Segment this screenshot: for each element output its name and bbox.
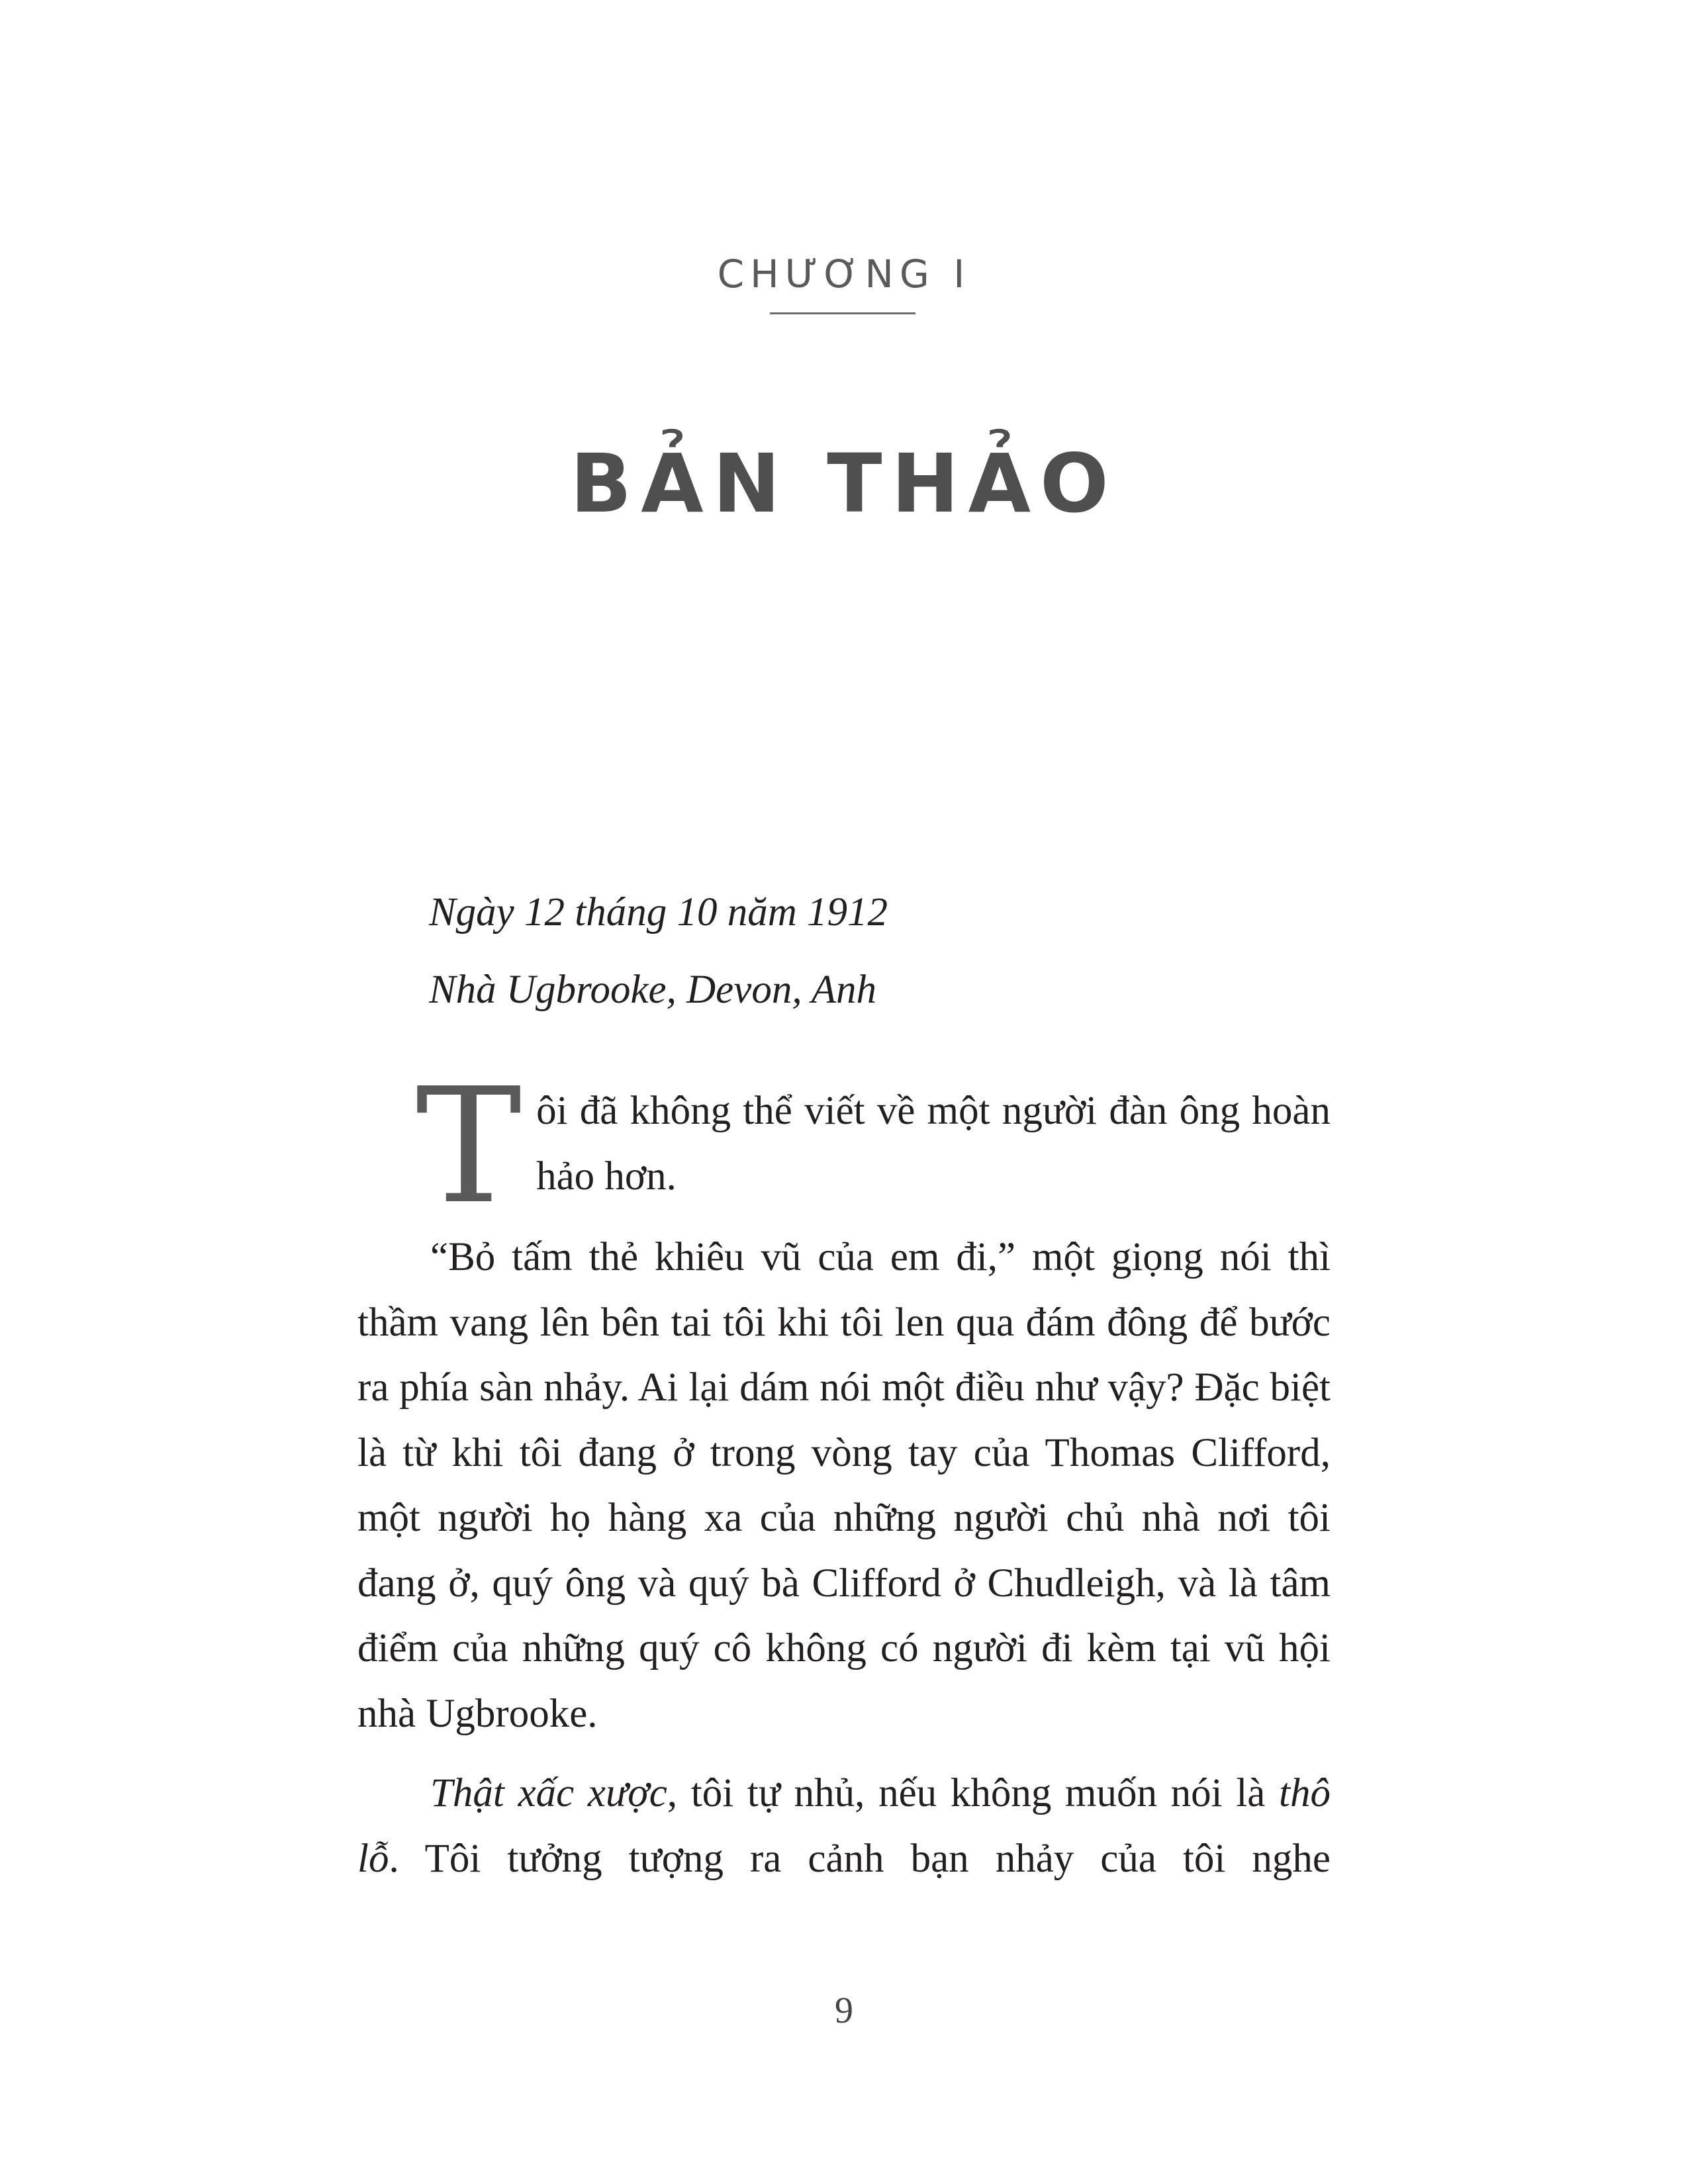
paragraph-2: “Bỏ tấm thẻ khiêu vũ của em đi,” một giọng nói thì thầm vang lên bên tai tôi khi tôi len qua đám đông để bước ra phía sàn nhảy. Ai lại dám nói một điều như vậy? Đặc biệt là từ khi tôi đang ở trong vòng tay của Thomas Clifford, một người họ hàng xa của những người chủ nhà nơi tôi đang ở, quý ông và quý bà Clifford ở Chudleigh, và là tâm điểm của những quý cô không có người đi kèm tại vũ hội nhà Ugbrooke. <box>357 1235 1331 1736</box>
dateline-place: Nhà Ugbrooke, Devon, Anh <box>429 968 876 1012</box>
paragraph-3 <box>357 1761 1331 1891</box>
page-number: 9 <box>835 1990 853 2031</box>
paragraph-3-text-2: . Tôi tưởng tượng ra cảnh bạn nhảy của tôi nghe <box>389 1836 1331 1881</box>
paragraph-3-text-1: , tôi tự nhủ, nếu không muốn nói là <box>667 1771 1280 1815</box>
drop-cap: T <box>416 1054 522 1239</box>
paragraph-3-italic-2: thô lỗ <box>357 1771 1331 1881</box>
chapter-label: CHƯƠNG I <box>717 251 971 296</box>
body-text <box>357 1225 1331 1891</box>
first-paragraph-text: ôi đã không thể viết về một người đàn ông hoàn hảo hơn. <box>536 1089 1331 1199</box>
paragraph-3-italic-1: Thật xấc xược <box>430 1771 667 1815</box>
chapter-title: BẢN THẢO <box>570 437 1118 531</box>
first-paragraph <box>357 1054 1331 1239</box>
dateline-date: Ngày 12 tháng 10 năm 1912 <box>429 890 888 934</box>
chapter-divider <box>770 312 915 314</box>
